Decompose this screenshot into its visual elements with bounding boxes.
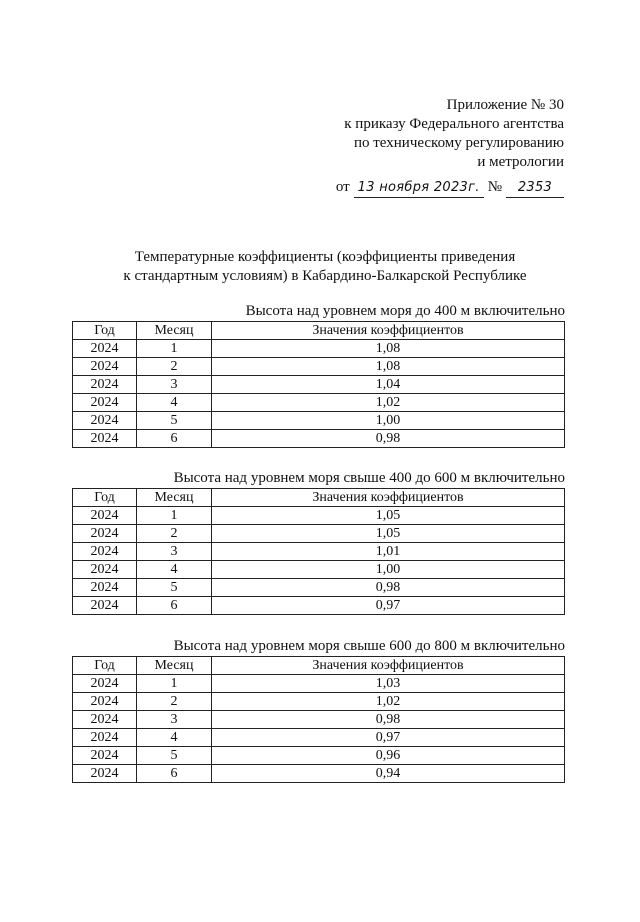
value-cell: 1,00 (212, 561, 565, 579)
appendix-header (264, 96, 564, 198)
coefficients-table (72, 321, 565, 448)
year-cell: 2024 (73, 543, 137, 561)
coefficients-table (72, 488, 565, 615)
value-cell: 0,97 (212, 729, 565, 747)
column-header-value: Значения коэффициентов (212, 489, 565, 507)
month-cell: 6 (137, 765, 212, 783)
year-cell: 2024 (73, 693, 137, 711)
value-cell: 0,98 (212, 430, 565, 448)
table-header-row (73, 657, 565, 675)
table-row (73, 711, 565, 729)
value-cell: 0,97 (212, 597, 565, 615)
month-cell: 3 (137, 543, 212, 561)
column-header-year: Год (73, 489, 137, 507)
month-cell: 5 (137, 579, 212, 597)
order-reference-line: к приказу Федерального агентства (344, 116, 564, 132)
table-row (73, 597, 565, 615)
year-cell: 2024 (73, 507, 137, 525)
value-cell: 0,98 (212, 711, 565, 729)
section-caption: Высота над уровнем моря свыше 400 до 600 м включительно (173, 470, 565, 486)
value-cell: 1,05 (212, 525, 565, 543)
month-cell: 1 (137, 675, 212, 693)
year-cell: 2024 (73, 394, 137, 412)
month-cell: 3 (137, 711, 212, 729)
year-cell: 2024 (73, 747, 137, 765)
handwritten-order-number: 2353 (506, 178, 564, 198)
table-header-row (73, 489, 565, 507)
column-header-month: Месяц (137, 489, 212, 507)
title-line: к стандартным условиям) в Кабардино-Балкарской Республике (123, 268, 527, 284)
column-header-month: Месяц (137, 657, 212, 675)
altitude-section-1 (72, 302, 565, 448)
table-row (73, 394, 565, 412)
column-header-value: Значения коэффициентов (212, 657, 565, 675)
month-cell: 5 (137, 412, 212, 430)
month-cell: 1 (137, 507, 212, 525)
year-cell: 2024 (73, 579, 137, 597)
table-row (73, 747, 565, 765)
value-cell: 0,98 (212, 579, 565, 597)
table-row (73, 430, 565, 448)
appendix-number: Приложение № 30 (446, 97, 564, 113)
value-cell: 1,02 (212, 693, 565, 711)
table-row (73, 693, 565, 711)
handwritten-date: 13 ноября 2023г. (354, 178, 484, 198)
month-cell: 4 (137, 561, 212, 579)
date-prefix: от (335, 179, 350, 195)
order-date-number (264, 178, 564, 198)
month-cell: 2 (137, 358, 212, 376)
order-reference-line: и метрологии (477, 154, 564, 170)
altitude-section-2 (72, 469, 565, 615)
month-cell: 2 (137, 693, 212, 711)
value-cell: 1,08 (212, 340, 565, 358)
year-cell: 2024 (73, 597, 137, 615)
column-header-month: Месяц (137, 322, 212, 340)
order-reference-line: по техническому регулированию (353, 135, 564, 151)
altitude-section-3 (72, 637, 565, 783)
section-caption: Высота над уровнем моря до 400 м включительно (245, 303, 565, 319)
table-row (73, 729, 565, 747)
month-cell: 2 (137, 525, 212, 543)
table-row (73, 675, 565, 693)
value-cell: 1,01 (212, 543, 565, 561)
month-cell: 6 (137, 430, 212, 448)
year-cell: 2024 (73, 561, 137, 579)
table-row (73, 412, 565, 430)
table-row (73, 525, 565, 543)
month-cell: 6 (137, 597, 212, 615)
table-row (73, 561, 565, 579)
table-row (73, 765, 565, 783)
column-header-year: Год (73, 322, 137, 340)
year-cell: 2024 (73, 376, 137, 394)
document-title (80, 248, 570, 286)
table-row (73, 376, 565, 394)
number-prefix: № (487, 179, 502, 195)
table-row (73, 543, 565, 561)
year-cell: 2024 (73, 358, 137, 376)
table-row (73, 340, 565, 358)
value-cell: 1,04 (212, 376, 565, 394)
table-row (73, 358, 565, 376)
title-line: Температурные коэффициенты (коэффициенты приведения (134, 249, 516, 265)
coefficients-table (72, 656, 565, 783)
column-header-value: Значения коэффициентов (212, 322, 565, 340)
month-cell: 1 (137, 340, 212, 358)
table-header-row (73, 322, 565, 340)
year-cell: 2024 (73, 430, 137, 448)
value-cell: 1,05 (212, 507, 565, 525)
table-row (73, 579, 565, 597)
section-caption: Высота над уровнем моря свыше 600 до 800 м включительно (173, 638, 565, 654)
value-cell: 1,08 (212, 358, 565, 376)
month-cell: 4 (137, 729, 212, 747)
month-cell: 4 (137, 394, 212, 412)
month-cell: 3 (137, 376, 212, 394)
value-cell: 0,96 (212, 747, 565, 765)
value-cell: 1,02 (212, 394, 565, 412)
value-cell: 0,94 (212, 765, 565, 783)
table-row (73, 507, 565, 525)
year-cell: 2024 (73, 675, 137, 693)
year-cell: 2024 (73, 340, 137, 358)
month-cell: 5 (137, 747, 212, 765)
value-cell: 1,00 (212, 412, 565, 430)
year-cell: 2024 (73, 711, 137, 729)
value-cell: 1,03 (212, 675, 565, 693)
year-cell: 2024 (73, 765, 137, 783)
year-cell: 2024 (73, 525, 137, 543)
year-cell: 2024 (73, 412, 137, 430)
column-header-year: Год (73, 657, 137, 675)
year-cell: 2024 (73, 729, 137, 747)
